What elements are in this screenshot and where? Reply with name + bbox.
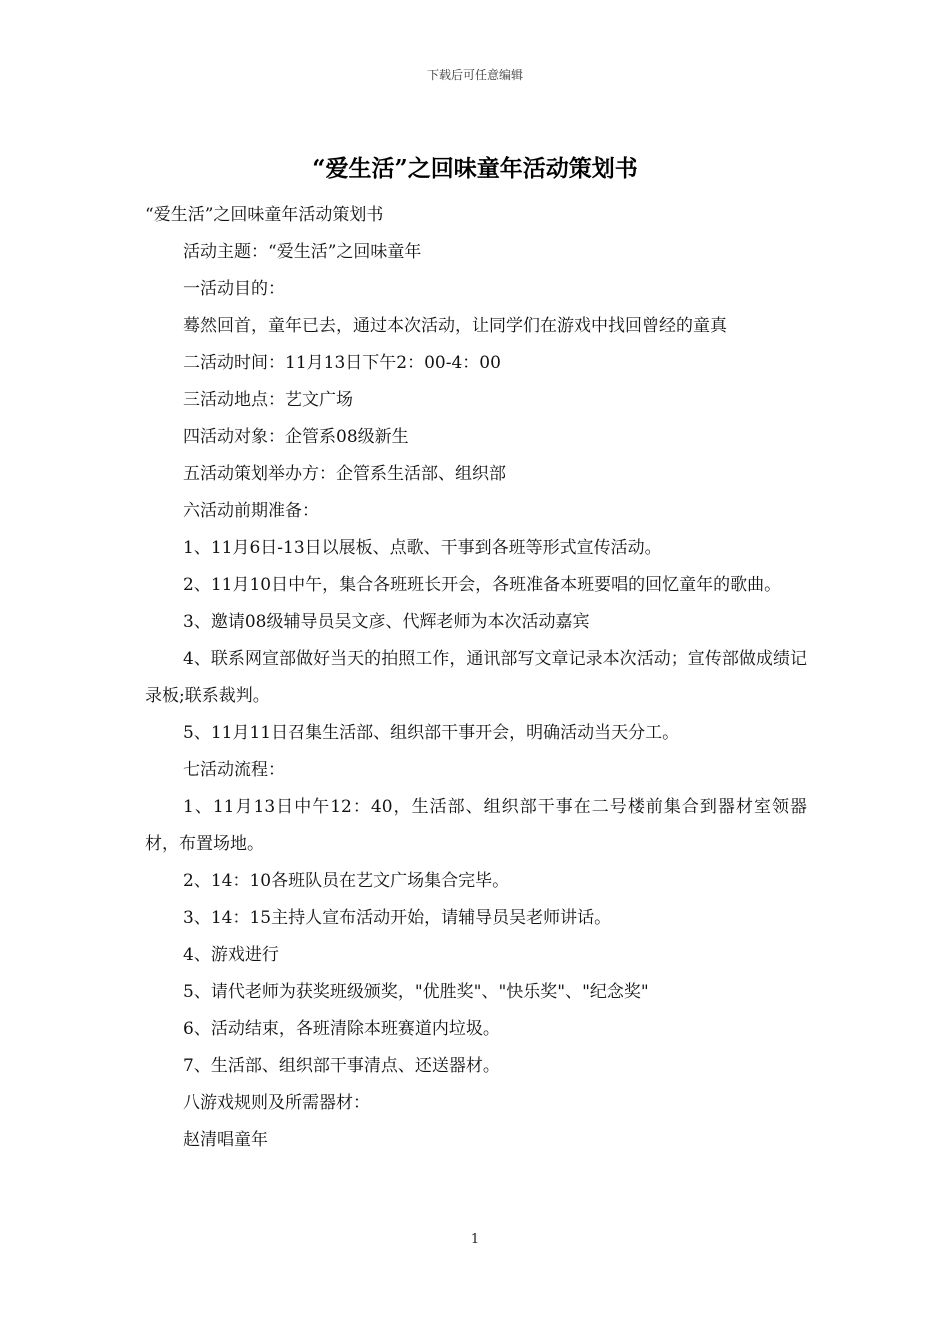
page-number: 1 [470, 1232, 480, 1247]
paragraph: 二活动时间：11月13日下午2：00-4：00 [183, 353, 501, 373]
paragraph: 2、11月10日中午，集合各班班长开会，各班准备本班要唱的回忆童年的歌曲。 [183, 575, 782, 595]
paragraph: 八游戏规则及所需器材： [183, 1093, 370, 1113]
paragraph: 六活动前期准备： [183, 501, 319, 521]
document-body [145, 197, 807, 1159]
header-note: 下载后可任意编辑 [426, 68, 523, 82]
paragraph: 1、11月6日-13日以展板、点歌、干事到各班等形式宣传活动。 [183, 538, 662, 558]
paragraph: 3、14：15主持人宣布活动开始，请辅导员吴老师讲话。 [183, 908, 612, 928]
paragraph: 七活动流程： [183, 760, 285, 780]
paragraph: 活动主题：“爱生活”之回味童年 [183, 242, 422, 262]
paragraph: 蓦然回首，童年已去，通过本次活动，让同学们在游戏中找回曾经的童真 [183, 316, 727, 336]
document-title: “爱生活”之回味童年活动策划书 [312, 155, 638, 182]
paragraph: 4、联系网宣部做好当天的拍照工作，通讯部写文章记录本次活动；宣传部做成绩记录板;联系裁判。 [145, 649, 807, 706]
paragraph: “爱生活”之回味童年活动策划书 [145, 205, 384, 225]
paragraph: 3、邀请08级辅导员吴文彦、代辉老师为本次活动嘉宾 [183, 612, 590, 632]
paragraph: 1、11月13日中午12：40，生活部、组织部干事在二号楼前集合到器材室领器材，布置场地。 [145, 797, 807, 854]
paragraph: 2、14：10各班队员在艺文广场集合完毕。 [183, 871, 510, 891]
paragraph: 5、11月11日召集生活部、组织部干事开会，明确活动当天分工。 [183, 723, 680, 743]
paragraph: 5、请代老师为获奖班级颁奖，"优胜奖"、"快乐奖"、"纪念奖" [183, 982, 649, 1002]
paragraph: 五活动策划举办方：企管系生活部、组织部 [183, 464, 506, 484]
paragraph: 7、生活部、组织部干事清点、还送器材。 [183, 1056, 500, 1076]
paragraph: 赵清唱童年 [183, 1130, 268, 1150]
paragraph: 三活动地点：艺文广场 [183, 390, 353, 410]
paragraph: 6、活动结束，各班清除本班赛道内垃圾。 [183, 1019, 500, 1039]
paragraph: 4、游戏进行 [183, 945, 279, 965]
paragraph: 一活动目的： [183, 279, 285, 299]
paragraph: 四活动对象：企管系08级新生 [183, 427, 409, 447]
